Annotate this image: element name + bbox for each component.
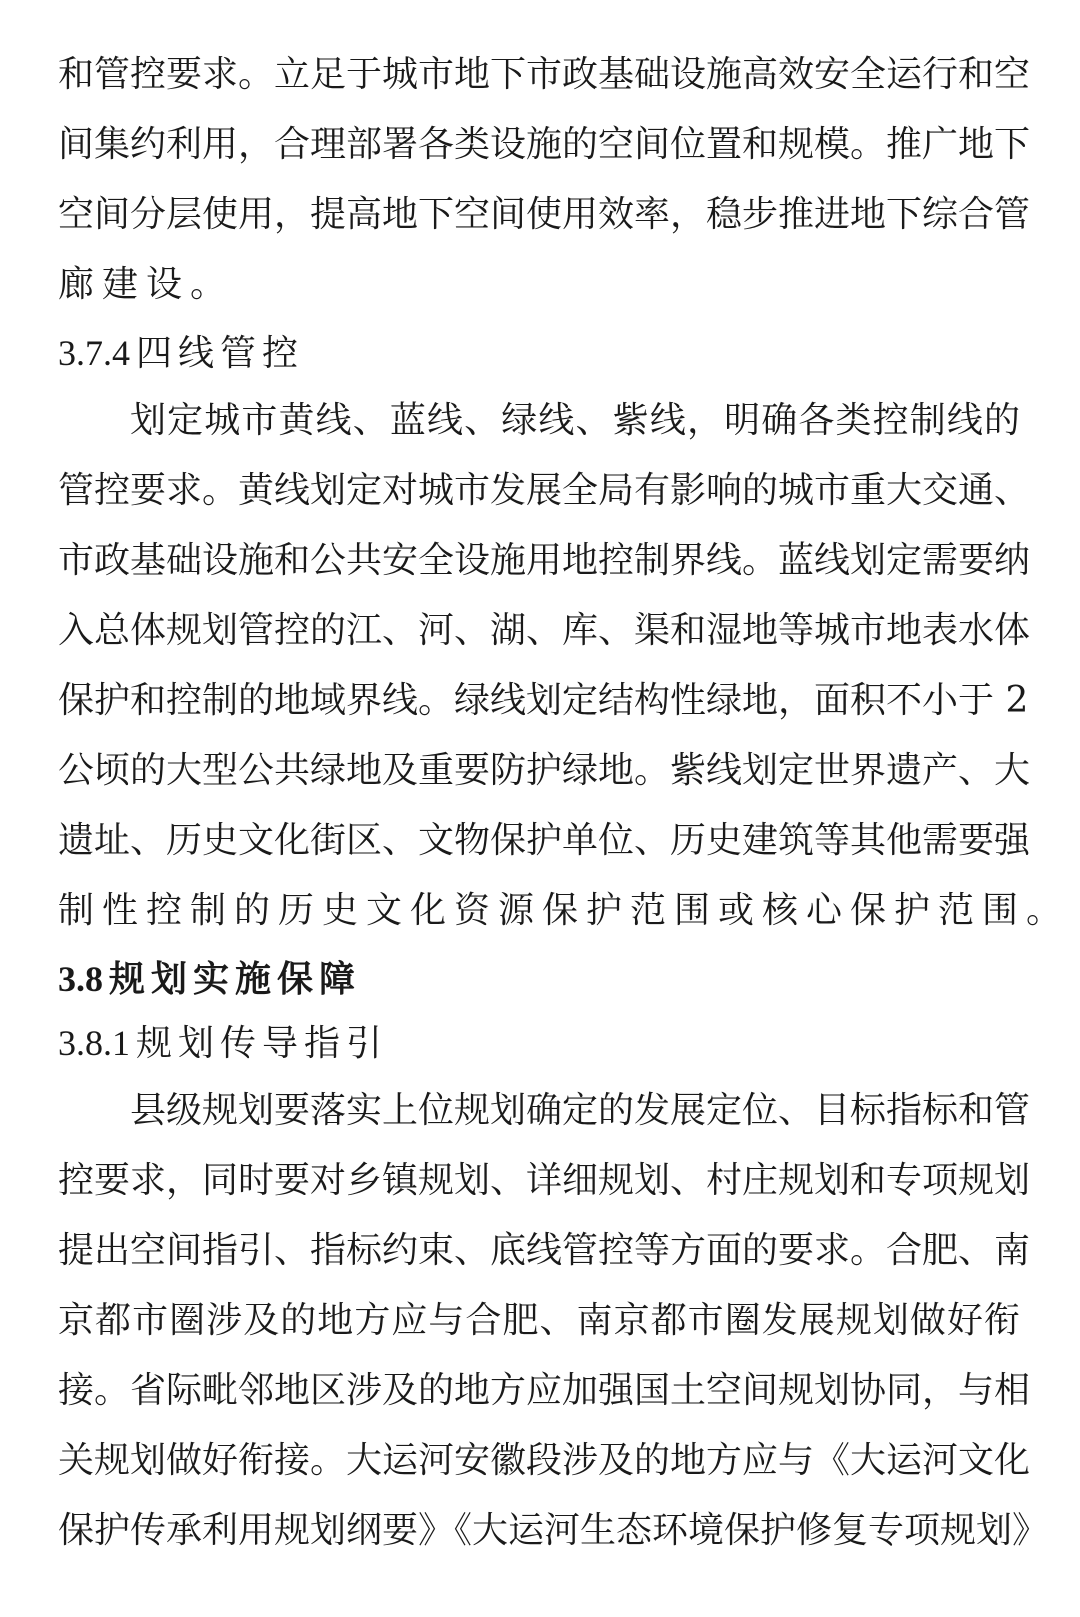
paragraph-line: 关规划做好衔接。大运河安徽段涉及的地方应与《大运河文化 — [58, 1440, 1031, 1481]
paragraph-line: 京都市圈涉及的地方应与合肥、南京都市圈发展规划做好衔 — [58, 1300, 1020, 1341]
paragraph-line: 划定城市黄线、蓝线、绿线、紫线，明确各类控制线的 — [130, 400, 1020, 441]
paragraph-line: 提出空间指引、指标约束、底线管控等方面的要求。合肥、南 — [58, 1230, 1031, 1271]
paragraph-line: 接。省际毗邻地区涉及的地方应加强国土空间规划协同，与相 — [58, 1370, 1031, 1411]
section-title: 规划实施保障 — [109, 958, 362, 1000]
paragraph-line: 县级规划要落实上位规划确定的发展定位、目标指标和管 — [130, 1090, 1031, 1131]
paragraph-line: 入总体规划管控的江、河、湖、库、渠和湿地等城市地表水体 — [58, 610, 1031, 651]
paragraph-line: 空间分层使用，提高地下空间使用效率，稳步推进地下综合管 — [58, 194, 1031, 235]
section-heading-3-8 — [58, 944, 361, 1014]
paragraph-line: 保护传承利用规划纲要》《大运河生态环境保护修复专项规划》 — [58, 1510, 1049, 1551]
paragraph-line: 管控要求。黄线划定对城市发展全局有影响的城市重大交通、 — [58, 470, 1031, 511]
paragraph-line: 公顷的大型公共绿地及重要防护绿地。紫线划定世界遗产、大 — [58, 750, 1031, 791]
section-title: 规划传导指引 — [136, 1023, 389, 1064]
paragraph-line: 廊建设。 — [58, 264, 235, 305]
section-number: 3.8 — [58, 959, 103, 999]
paragraph-line: 市政基础设施和公共安全设施用地控制界线。蓝线划定需要纳 — [58, 540, 1031, 581]
section-number: 3.8.1 — [58, 1023, 130, 1063]
paragraph-line: 保护和控制的地域界线。绿线划定结构性绿地，面积不小于 2 — [58, 680, 1029, 721]
section-heading-3-7-4 — [58, 318, 304, 388]
paragraph-line: 和管控要求。立足于城市地下市政基础设施高效安全运行和空 — [58, 54, 1031, 95]
section-number: 3.7.4 — [58, 333, 130, 373]
section-heading-3-8-1 — [58, 1008, 388, 1078]
paragraph-line: 遗址、历史文化街区、文物保护单位、历史建筑等其他需要强 — [58, 820, 1031, 861]
paragraph-line: 间集约利用，合理部署各类设施的空间位置和规模。推广地下 — [58, 124, 1031, 165]
paragraph-line: 制性控制的历史文化资源保护范围或核心保护范围。 — [58, 890, 1071, 931]
paragraph-line: 控要求，同时要对乡镇规划、详细规划、村庄规划和专项规划 — [58, 1160, 1031, 1201]
section-title: 四线管控 — [136, 333, 305, 374]
